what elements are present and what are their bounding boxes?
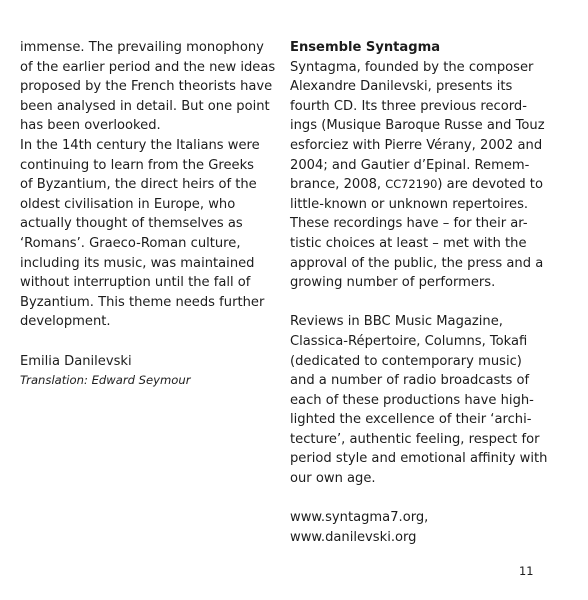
translation-credit: Translation: Edward Seymour (20, 373, 191, 388)
page-number: 11 (519, 564, 534, 578)
body-line: (dedicated to contemporary music) (290, 353, 522, 369)
body-line: growing number of performers. (290, 275, 496, 291)
paragraph-gap (290, 293, 560, 313)
body-line: ‘Romans’. Graeco-Roman culture, (20, 235, 241, 251)
body-line: These recordings have – for their ar- (290, 216, 528, 232)
body-line: development. (20, 314, 111, 330)
left-column (20, 38, 276, 389)
body-line: little-known or unknown repertoires. (290, 196, 529, 212)
body-line: proposed by the French theorists have (20, 79, 273, 95)
author-name: Emilia Danilevski (20, 353, 132, 369)
body-line: tecture’, authentic feeling, respect for (290, 431, 540, 447)
right-column (290, 38, 560, 547)
body-line: Byzantium. This theme needs further (20, 294, 265, 310)
body-line: oldest civilisation in Europe, who (20, 196, 236, 212)
body-line: tistic choices at least – met with the (290, 235, 527, 251)
website-syntagma: www.syntagma7.org, (290, 510, 429, 526)
body-line: Syntagma, founded by the composer (290, 59, 534, 75)
body-line: approval of the public, the press and a (290, 255, 544, 271)
body-line: including its music, was maintained (20, 255, 255, 271)
catalog-number: CC72190 (385, 177, 438, 192)
body-line: immense. The prevailing monophony (20, 40, 264, 55)
body-line: lighted the excellence of their ‘archi- (290, 412, 532, 428)
body-line: our own age. (290, 471, 376, 487)
body-line: each of these productions have high- (290, 392, 534, 408)
body-line: In the 14th century the Italians were (20, 137, 260, 153)
body-line: been analysed in detail. But one point (20, 98, 270, 114)
body-line: and a number of radio broadcasts of (290, 373, 530, 389)
body-line: Reviews in BBC Music Magazine, (290, 314, 503, 330)
body-text: brance, 2008, (290, 177, 386, 193)
body-line: esforciez with Pierre Vérany, 2002 and (290, 137, 543, 153)
body-line: actually thought of themselves as (20, 216, 243, 232)
body-line: Classica-Répertoire, Columns, Tokafi (290, 333, 528, 349)
body-line: fourth CD. Its three previous record- (290, 98, 527, 114)
body-line: has been overlooked. (20, 118, 161, 134)
body-line: of the earlier period and the new ideas (20, 59, 276, 75)
body-line: 2004; and Gautier d’Epinal. Remem- (290, 157, 530, 173)
paragraph-gap (290, 489, 560, 509)
section-heading: Ensemble Syntagma (290, 40, 441, 55)
body-line (290, 175, 560, 195)
body-line: ings (Musique Baroque Russe and Touz (290, 118, 545, 134)
body-line: without interruption until the fall of (20, 275, 251, 291)
body-line: period style and emotional affinity with (290, 451, 548, 467)
body-text: ) are devoted to (437, 177, 543, 193)
website-danilevski: www.danilevski.org (290, 529, 417, 545)
body-line: continuing to learn from the Greeks (20, 157, 254, 173)
body-line: of Byzantium, the direct heirs of the (20, 177, 257, 193)
body-line: Alexandre Danilevski, presents its (290, 79, 513, 95)
